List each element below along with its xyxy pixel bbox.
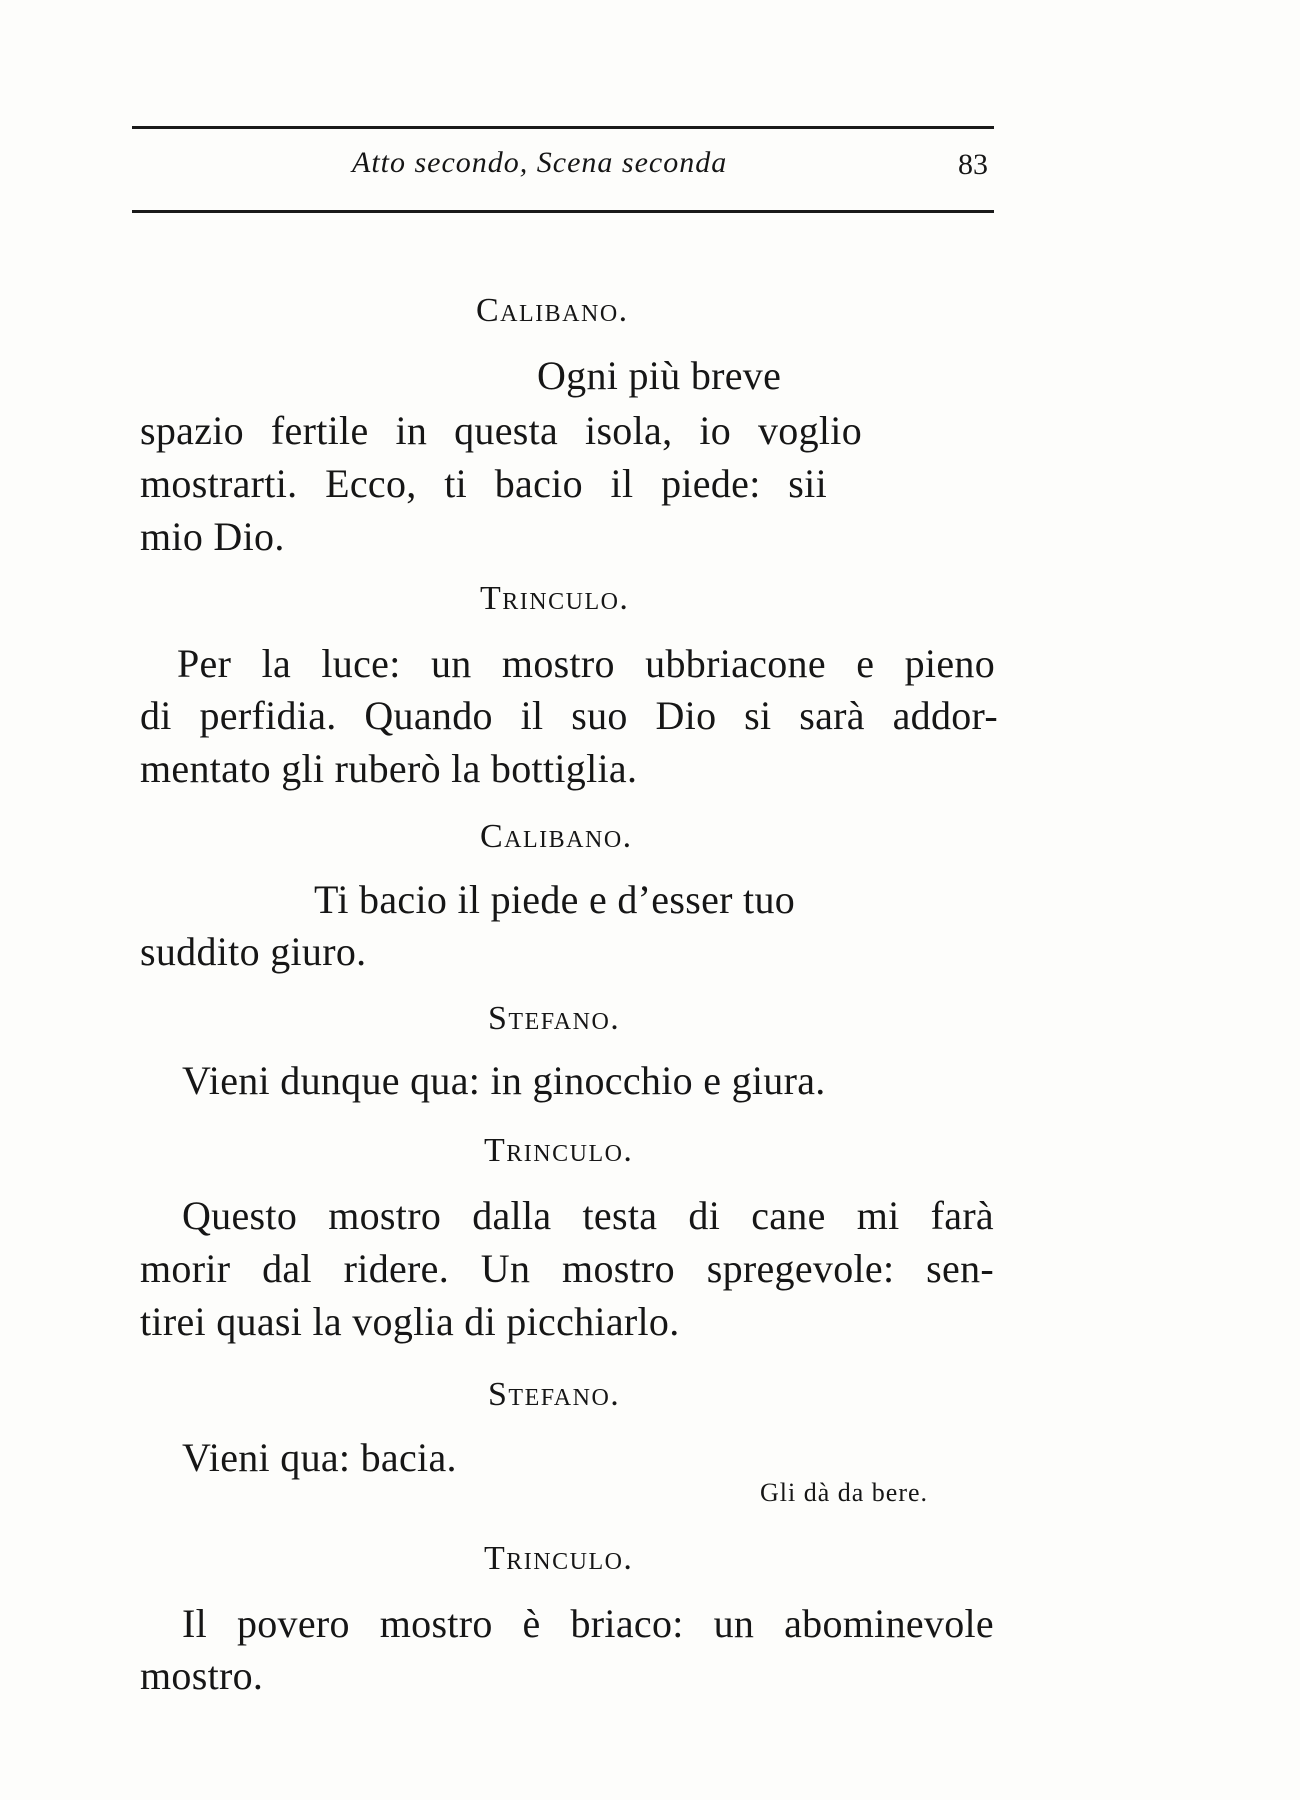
dialogue-line: Ti bacio il piede e d’esser tuo — [314, 877, 796, 922]
dialogue-line: Ogni più breve — [537, 353, 782, 398]
dialogue-line: Vieni qua: bacia. — [182, 1435, 457, 1480]
dialogue-line: mio Dio. — [140, 514, 285, 559]
dialogue-line: tirei quasi la voglia di picchiarlo. — [140, 1299, 680, 1344]
speaker-name: Calibano. — [480, 818, 633, 855]
dialogue-line: Questo mostro dalla testa di cane mi farà — [182, 1193, 994, 1238]
page-number: 83 — [958, 148, 988, 181]
speaker-name: Stefano. — [488, 1000, 621, 1037]
header-rule-top — [132, 126, 994, 129]
speaker-name: Stefano. — [488, 1376, 621, 1413]
speaker-name: Calibano. — [476, 292, 629, 329]
dialogue-line: mostrarti. Ecco, ti bacio il piede: sii — [140, 461, 827, 506]
dialogue-line: Vieni dunque qua: in ginocchio e giura. — [182, 1058, 826, 1103]
dialogue-line: mentato gli ruberò la bottiglia. — [140, 746, 638, 791]
dialogue-line: di perfidia. Quando il suo Dio si sarà addor- — [140, 693, 998, 738]
speaker-name: Trinculo. — [484, 1132, 634, 1169]
stage-direction: Gli dà da bere. — [760, 1478, 929, 1507]
dialogue-line: Per la luce: un mostro ubbriacone e pieno — [177, 641, 995, 686]
dialogue-line: spazio fertile in questa isola, io voglio — [140, 408, 862, 453]
header-rule-bottom — [132, 210, 994, 213]
running-head: Atto secondo, Scena seconda — [352, 146, 728, 179]
dialogue-line: morir dal ridere. Un mostro spregevole: sen- — [140, 1246, 994, 1291]
speaker-name: Trinculo. — [480, 580, 630, 617]
dialogue-line: mostro. — [140, 1653, 264, 1698]
speaker-name: Trinculo. — [484, 1540, 634, 1577]
dialogue-line: suddito giuro. — [140, 929, 367, 974]
dialogue-line: Il povero mostro è briaco: un abominevole — [182, 1601, 994, 1646]
